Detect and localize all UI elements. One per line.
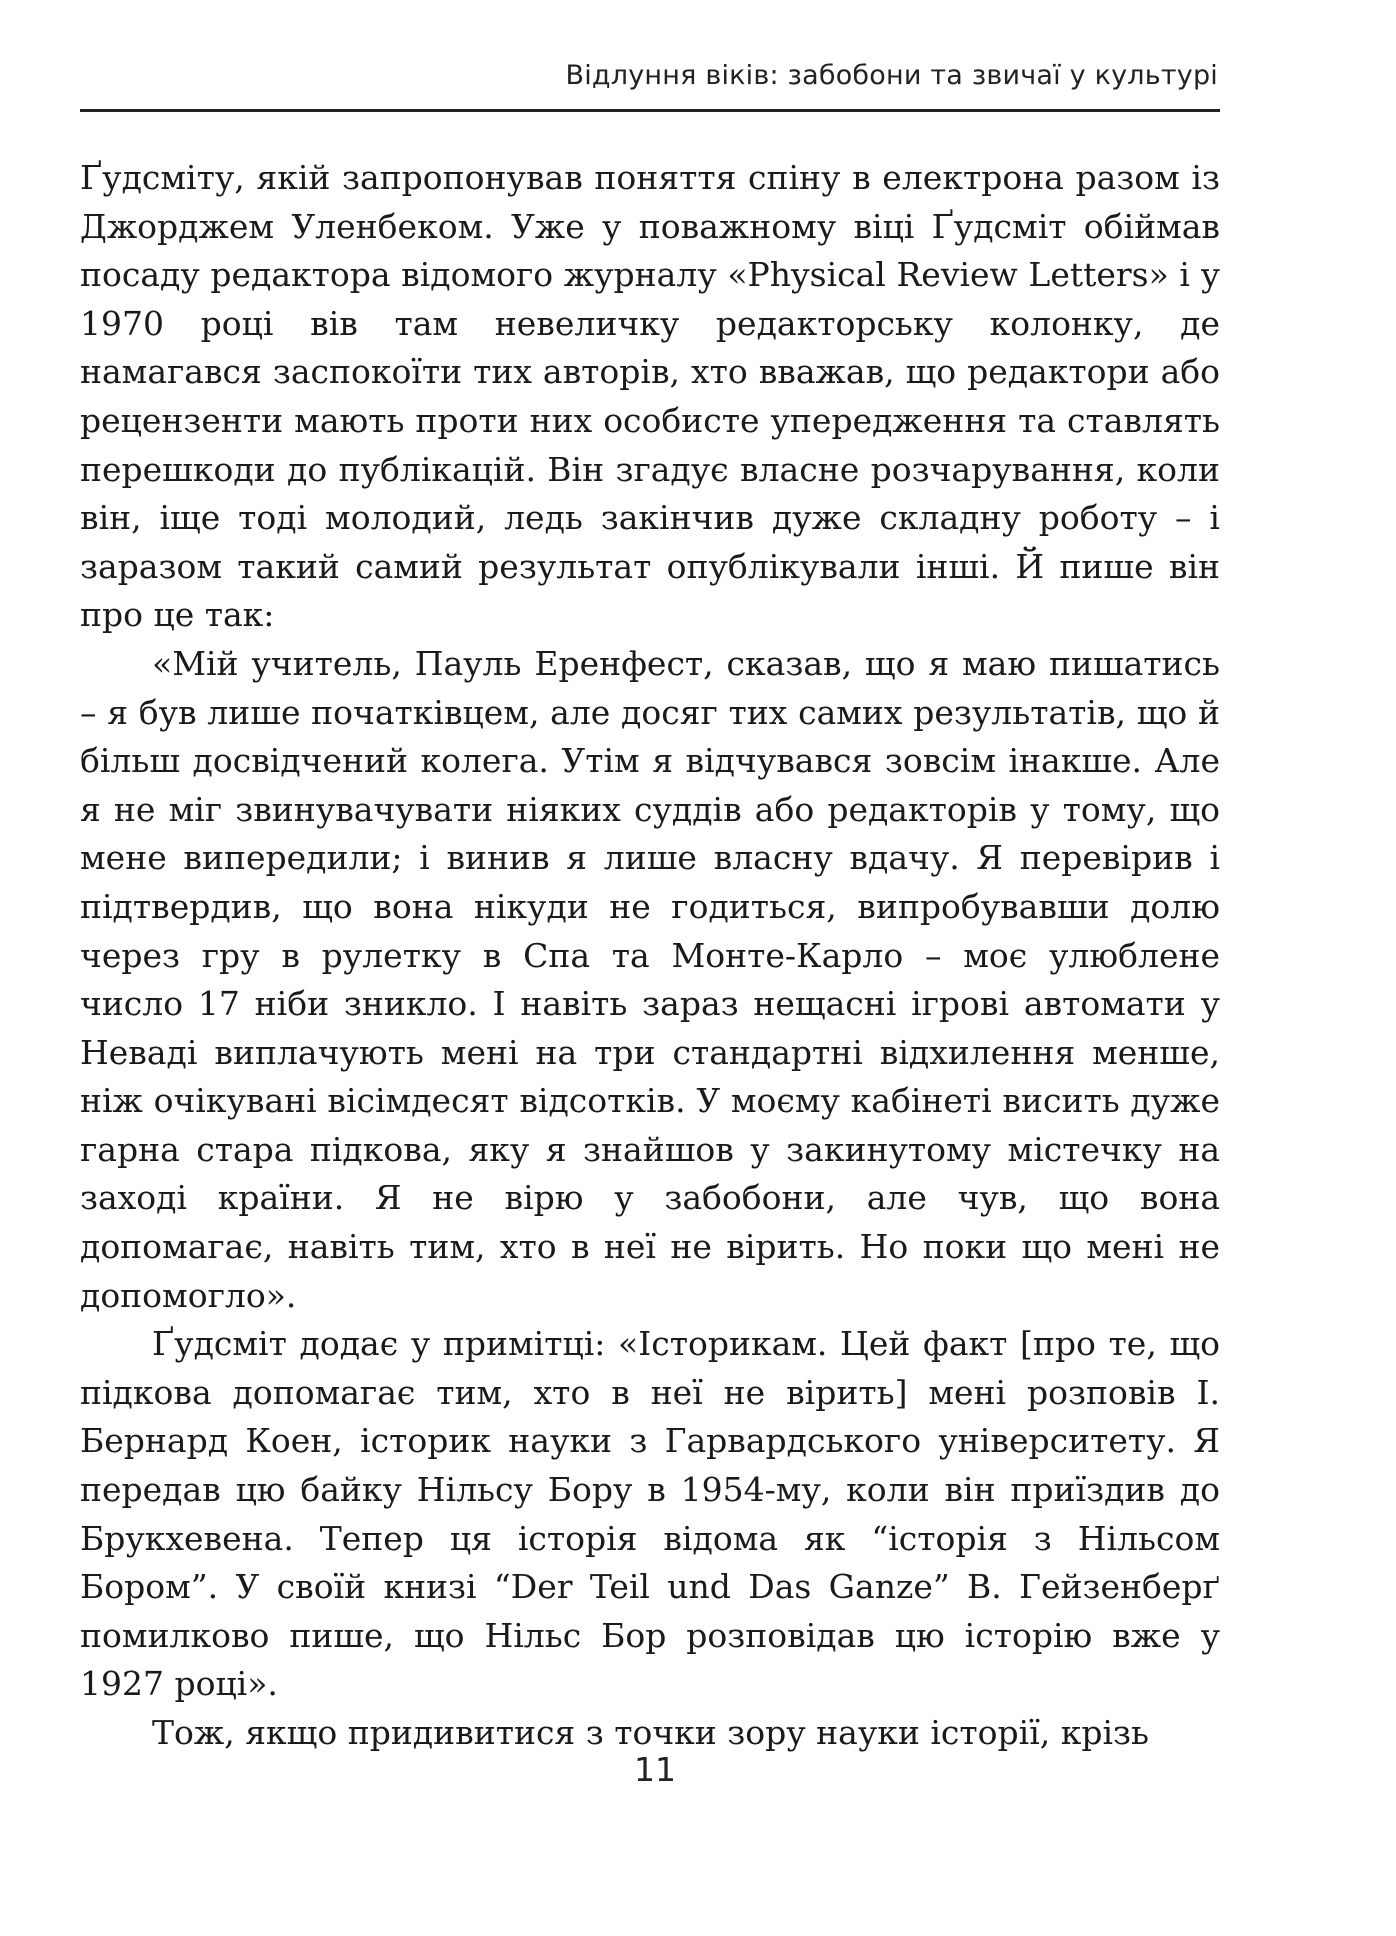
header-rule: [80, 109, 1220, 112]
paragraph-3: Ґудсміт додає у примітці: «Історикам. Цей факт [про те, що підкова допомагає тим, хто в неї не вірить] мені розповів І. Бернард Коен, історик науки з Гарвардського університету. Я передав цю байку Нільсу Бору в 1954-му, коли він приїздив до Брукхевена. Тепер ця історія відома як “історія з Нільсом Бором”. У своїй книзі “Der Teil und Das Ganze” В. Гейзенберґ помилково пише, що Нільс Бор розповідав цю історію вже у 1927 році».: [80, 1324, 1220, 1704]
page-number: 11: [634, 1750, 676, 1789]
body-text: [80, 154, 1220, 1758]
paragraph-1: Ґудсміту, якій запропонував поняття спіну в електрона разом із Джорджем Уленбеком. Уже у поважному віці Ґудсміт обіймав посаду редактора відомого журналу «Physical Review Letters» і у 1970 році вів там невеличку редакторську колонку, де намагався заспокоїти тих авторів, хто вважав, що редактори або рецензенти мають проти них особисте упередження та ставлять перешкоди до публікацій. Він згадує власне розчарування, коли він, іще тоді молодий, ледь закінчив дуже складну роботу – і заразом такий самий результат опублікували інші. Й пише він про це так:: [80, 158, 1220, 635]
paragraph-2: «Мій учитель, Пауль Еренфест, сказав, що я маю пишатись – я був лише початківцем, але досяг тих самих результатів, що й більш досвідчений колега. Утім я відчувався зовсім інакше. Але я не міг звинувачувати ніяких суддів або редакторів у тому, що мене випередили; і винив я лише власну вдачу. Я перевірив і підтвердив, що вона нікуди не годиться, випробувавши долю через гру в рулетку в Спа та Монте-Карло – моє улюблене число 17 ніби зникло. І навіть зараз нещасні ігрові автомати у Неваді виплачують мені на три стандартні відхилення менше, ніж очікувані вісімдесят відсотків. У моєму кабінеті висить дуже гарна стара підкова, яку я знайшов у закинутому містечку на заході країни. Я не вірю у забобони, але чув, що вона допомагає, навіть тим, хто в неї не вірить. Но поки що мені не допомогло».: [80, 643, 1220, 1315]
running-head-title: Відлуння віків: забобони та звичаї у культурі: [565, 60, 1218, 91]
paragraph-4: Тож, якщо придивитися з точки зору науки історії, крізь: [152, 1713, 1150, 1752]
